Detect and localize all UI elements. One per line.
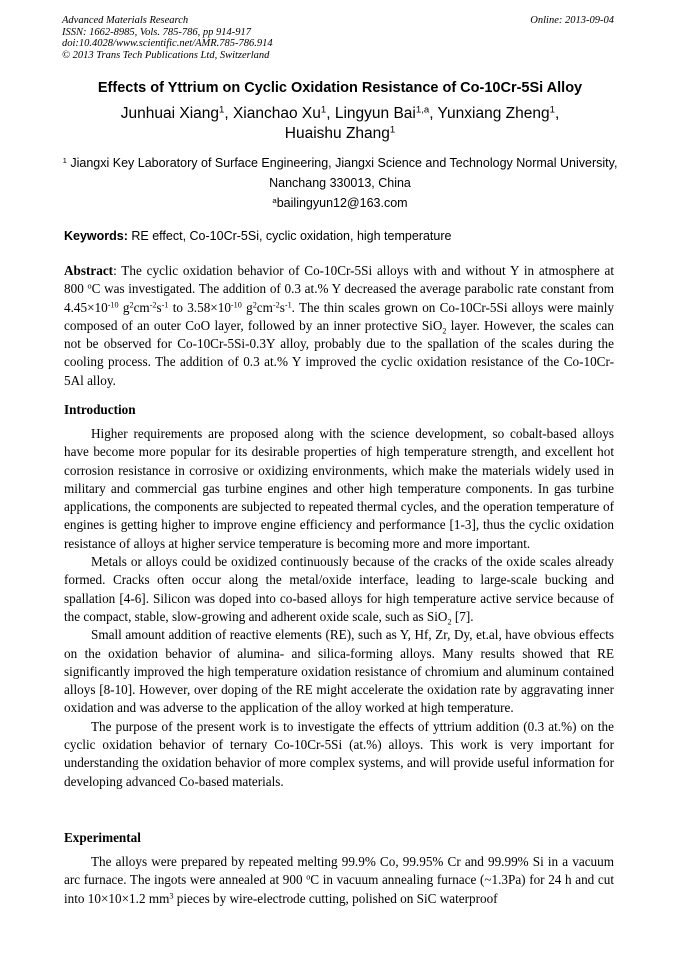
keywords (64, 229, 620, 243)
abstract-label: Abstract (64, 263, 114, 278)
paragraph: The purpose of the present work is to investigate the effects of yttrium addition (0.3 at.%) on the cyclic oxidation behavior of ternary Co-10Cr-5Si (at.%) alloys. This work is very important for understanding the oxidation behavior of more complex systems, and will provide useful information for developing advanced Co-based materials. (64, 718, 614, 789)
journal-name: Advanced Materials Research (62, 15, 189, 26)
introduction-heading: Introduction (64, 402, 136, 417)
paragraph: Metals or alloys could be oxidized continuously because of the cracks of the oxide scales already formed. Cracks often occur along the metal/oxide interface, leading to large-scale bucking and spallation [4-6]. Silicon was doped into co-based alloys for high temperature active service because of the compact, stable, slow-growing and adherent oxide scale, such as SiO$_2$ [7]. (64, 554, 614, 627)
doi-line[interactable]: doi:10.4028/www.scientific.net/AMR.785-786.914 (62, 38, 273, 49)
author-list (60, 104, 620, 144)
keywords-text: RE effect, Co-10Cr-5Si, cyclic oxidation, high temperature (131, 229, 452, 243)
corresponding-email[interactable]: $^a$bailingyun12@163.com (272, 195, 408, 210)
paragraph: Small amount addition of reactive elements (RE), such as Y, Hf, Zr, Dy, et.al, have obvious effects on the oxidation behavior of alumina- and silica-forming alloys. Many results showed that RE significantly improved the high temperature oxidation resistance of chromium and aluminum contained alloys [8-10]. However, over doping of the RE might accelerate the oxidation rate by aggravating inner oxidation and was adverse to the application of the alloy worked at high temperature. (64, 627, 614, 716)
affiliation: $^1$ Jiangxi Key Laboratory of Surface Engineering, Jiangxi Science and Technology Normal University, Nanchang 330013, China (62, 155, 618, 190)
author: Lingyun Bai$^{1,a}$, (334, 104, 438, 122)
experimental-heading: Experimental (64, 830, 141, 845)
author: Xianchao Xu$^1$, (232, 104, 335, 122)
introduction-body (64, 425, 614, 791)
keywords-label: Keywords: (64, 229, 128, 243)
issn-line: ISSN: 1662-8985, Vols. 785-786, pp 914-917 (62, 26, 251, 38)
journal-header (62, 15, 273, 61)
author: Huaishu Zhang$^1$ (284, 124, 396, 142)
author: Junhuai Xiang$^1$, (120, 104, 233, 122)
paragraph: The alloys were prepared by repeated melting 99.9% Co, 99.95% Cr and 99.99% Si in a vacuum arc furnace. The ingots were annealed at 900 $^o$C in vacuum annealing furnace (~1.3Pa) for 24 h and cut into 10×10×1.2 $mm^3$ pieces by wire-electrode cutting, polished on SiC waterproof (64, 854, 614, 906)
paper-title: Effects of Yttrium on Cyclic Oxidation Resistance of Co-10Cr-5Si Alloy (97, 80, 583, 96)
experimental-body (64, 853, 614, 908)
abstract: Abstract: The cyclic oxidation behavior of Co-10Cr-5Si alloys with and without Y in atmosphere at 800 $^o$C was investigated. The addition of 0.3 at.% Y decreased the average parabolic rate constant from $4.45\times 10^{-10}$ $g^2cm^{-2}s^{-1}$ to $3.58\times 10^{-10}$ $g^2cm^{-2}s^{-1}$. The thin scales grown on Co-10Cr-5Si alloys were mainly composed of an outer CoO layer, followed by an inner protective SiO$_2$ layer. However, the scales can not be observed for Co-10Cr-5Si-0.3Y alloy, probably due to the spallation of the scales during the cooling process. The addition of 0.3 at.% Y improved the cyclic oxidation resistance of the Co-10Cr-5Al alloy. (64, 263, 615, 388)
author: Yunxiang Zheng$^1$, (437, 104, 560, 122)
paragraph: Higher requirements are proposed along with the science development, so cobalt-based alloys have become more popular for its desirable properties of high temperature strength, and excellent hot corrosion resistance in corrosive or oxidizing environments, which make the materials widely used in military and commercial gas turbine engines and other high temperature components. In gas turbine applications, the components are subjected to repeated thermal cycles, and the operation temperature of engines is getting higher to improve engine efficiency and performance [1-3], thus the cyclic oxidation resistance of alloys at higher service temperature is becoming more and more important. (64, 426, 614, 551)
online-date: Online: 2013-09-04 (530, 15, 614, 26)
copyright-line: © 2013 Trans Tech Publications Ltd, Switzerland (62, 49, 270, 61)
